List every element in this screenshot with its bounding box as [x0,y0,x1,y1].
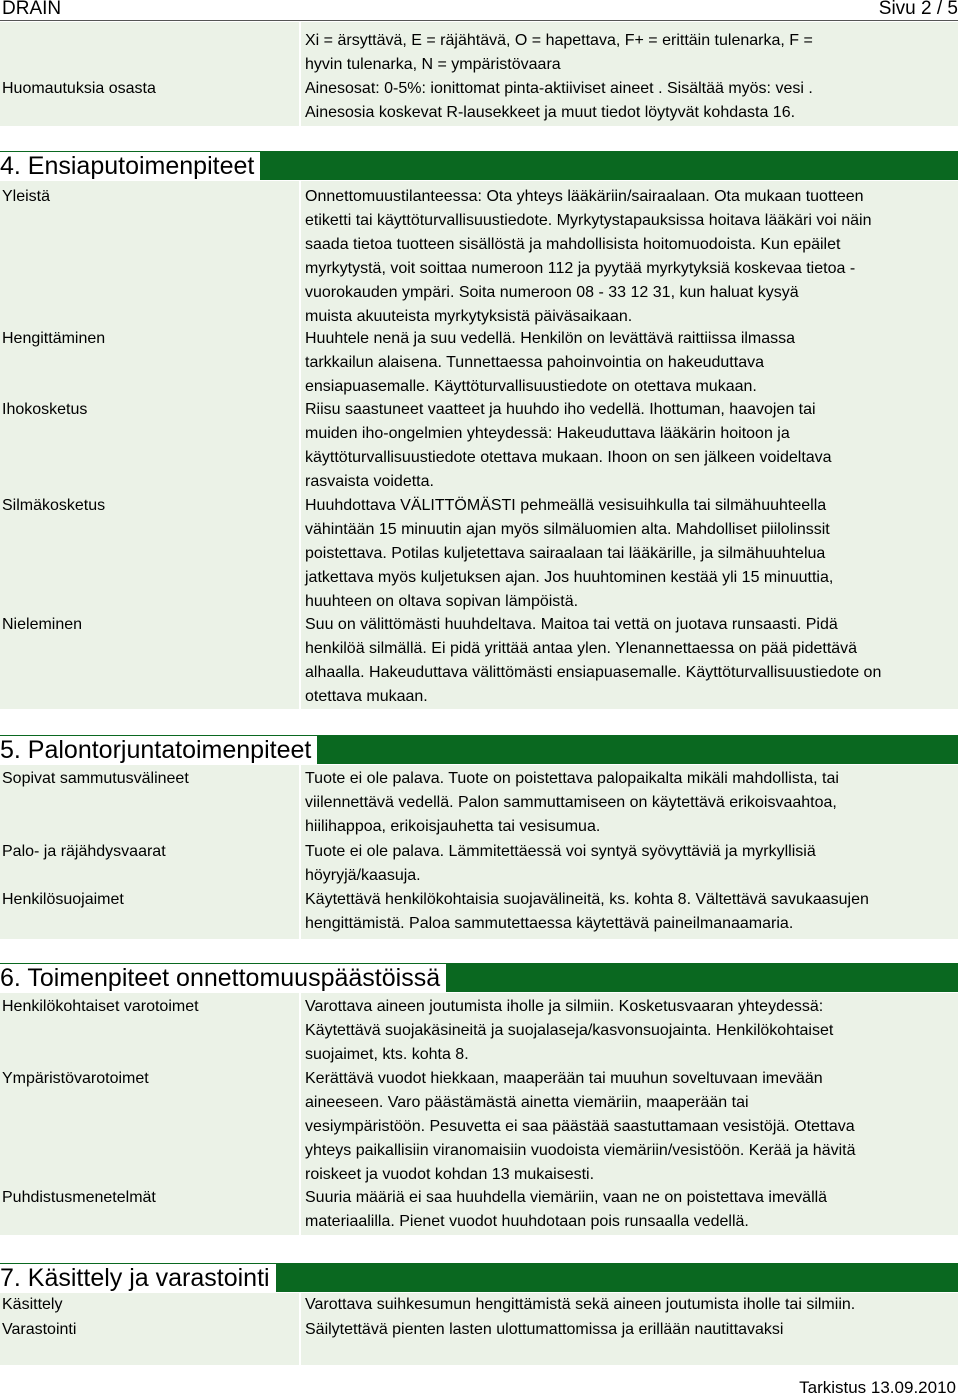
row-text-henkilosuojaimet: Käytettävä henkilökohtaisia suojavälineitä, ks. kohta 8. Vältettävä savukaasujen hengittämistä. Paloa sammutettaessa käytettävä paineilmanaamaria. [305,891,869,932]
section-5-title: 5. Palontorjuntatoimenpiteet [0,736,317,765]
row-label-nieleminen: Nieleminen [2,616,83,633]
row-label-ihokosketus: Ihokosketus [2,401,88,418]
row-text-varastointi: Säilytettävä pienten lasten ulottumattomissa ja erillään nautittavaksi [305,1321,784,1338]
sec3-left-shade [0,22,299,126]
row-text-puhdistus: Suuria määriä ei saa huuhdella viemäriin, vaan ne on poistettava imevällä materiaalilla. Pienet vuodot huuhdotaan pois runsaalla vedellä. [305,1189,828,1230]
section-6-title: 6. Toimenpiteet onnettomuuspäästöissä [0,964,446,993]
row-label-hengittaminen: Hengittäminen [2,330,106,347]
row-label-varotoimet: Henkilökohtaiset varotoimet [2,998,199,1015]
section-4-header [0,151,958,180]
row-label-puhdistus: Puhdistusmenetelmät [2,1189,156,1206]
section-7-header [0,1263,958,1292]
row-text-hengittaminen: Huuhtele nenä ja suu vedellä. Henkilön on levättävä raittiissa ilmassa tarkkailun alaisena. Tunnettaessa pahoinvointia on hakeuduttava ensiapuasemalle. Käyttöturvallisuustiedote on otettava mukaan. [305,330,796,395]
row-label-ymparistovarotoimet: Ympäristövarotoimet [2,1070,149,1087]
notes-label: Huomautuksia osasta [2,80,156,97]
row-label-varastointi: Varastointi [2,1321,77,1338]
header-rule [0,20,958,21]
row-text-sammutusvalineet: Tuote ei ole palava. Tuote on poistettava palopaikalta mikäli mahdollista, tai viilennettävä vedellä. Palon sammuttamiseen on käytettävä erikoisvaahtoa, hiilihappoa, erikoisjauhetta tai vesisumua. [305,770,839,835]
section-4-title: 4. Ensiaputoimenpiteet [0,152,260,181]
notes-text: Ainesosat: 0-5%: ionittomat pinta-aktiiviset aineet . Sisältää myös: vesi . Ainesosia koskevat R-lausekkeet ja muut tiedot löytyvät kohdasta 16. [305,80,813,121]
row-text-palovaarat: Tuote ei ole palava. Lämmitettäessä voi syntyä syövyttäviä ja myrkyllisiä höyryjä/kaasuja. [305,843,816,884]
row-label-silmakosketus: Silmäkosketus [2,497,106,514]
row-label-yleista: Yleistä [2,188,51,205]
revision-date: Tarkistus 13.09.2010 [799,1378,956,1397]
row-text-yleista: Onnettomuustilanteessa: Ota yhteys lääkäriin/sairaalaan. Ota mukaan tuotteen etiketti tai käyttöturvallisuustiedote. Myrkytystapauksissa hoitava lääkäri voi näin saada tietoa tuotteen sisällöstä ja mahdollisista hoitomuodoista. Kun epäilet myrkytystä, voit soittaa numeroon 112 ja pyytää myrkytyksiä koskevaa tietoa - vuorokauden ympäri. Soita numeroon 08 - 33 12 31, kun haluat kysyä muista akuuteista myrkytyksistä päiväsaikaan. [305,188,872,325]
section-6-header [0,963,958,992]
row-label-kasittely: Käsittely [2,1296,63,1313]
page-header [0,0,960,20]
row-text-ihokosketus: Riisu saastuneet vaatteet ja huuhdo iho vedellä. Ihottuman, haavojen tai muiden iho-ongelmien yhteydessä: Hakeuduttava lääkärin hoitoon ja käyttöturvallisuustiedote otettava mukaan. Ihoon on sen jälkeen voideltava rasvaista voidetta. [305,401,832,490]
row-label-palovaarat: Palo- ja räjähdysvaarat [2,843,166,860]
row-label-henkilosuojaimet: Henkilösuojaimet [2,891,124,908]
page-number: Sivu 2 / 5 [878,0,958,19]
section-5-header [0,735,958,764]
row-label-sammutusvalineet: Sopivat sammutusvälineet [2,770,189,787]
row-text-silmakosketus: Huuhdottava VÄLITTÖMÄSTI pehmeällä vesisuihkulla tai silmähuuhteella vähintään 15 minuutin ajan myös silmäluomien alta. Mahdolliset piilolinssit poistettava. Potilas kuljetettava sairaalaan tai lääkärille, ja silmähuuhtelua jatkettava myös kuljetuksen ajan. Jos huuhtominen kestää yli 15 minuuttia, huuhteen on oltava sopivan lämpöistä. [305,497,834,610]
hazard-legend-text: Xi = ärsyttävä, E = räjähtävä, O = hapettava, F+ = erittäin tulenarka, F = hyvin tulenarka, N = ympäristövaara [305,32,813,73]
section-7-title: 7. Käsittely ja varastointi [0,1264,276,1293]
row-text-varotoimet: Varottava aineen joutumista iholle ja silmiin. Kosketusvaaran yhteydessä: Käytettävä suojakäsineitä ja suojalaseja/kasvonsuojainta. Henkilökohtaiset suojaimet, kts. kohta 8. [305,998,834,1063]
row-text-kasittely: Varottava suihkesumun hengittämistä sekä aineen joutumista iholle tai silmiin. [305,1296,856,1313]
row-text-ymparistovarotoimet: Kerättävä vuodot hiekkaan, maaperään tai muuhun soveltuvaan imevään aineeseen. Varo päästämästä ainetta viemäriin, maaperään tai vesiympäristöön. Pesuvetta ei saa päästää saastuttamaan vesistöjä. Otettava yhteys paikallisiin viranomaisiin vuodoista viemäriin/vesistöön. Kerää ja hävitä roiskeet ja vuodot kohdan 13 mukaisesti. [305,1070,856,1183]
row-text-nieleminen: Suu on välittömästi huuhdeltava. Maitoa tai vettä on juotava runsaasti. Pidä henkilöä silmällä. Ei pidä yrittää antaa ylen. Ylenannettaessa on pää pidettävä alhaalla. Hakeuduttava välittömästi ensiapuasemalle. Käyttöturvallisuustiedote on otettava mukaan. [305,616,882,705]
document-name: DRAIN [2,0,62,19]
